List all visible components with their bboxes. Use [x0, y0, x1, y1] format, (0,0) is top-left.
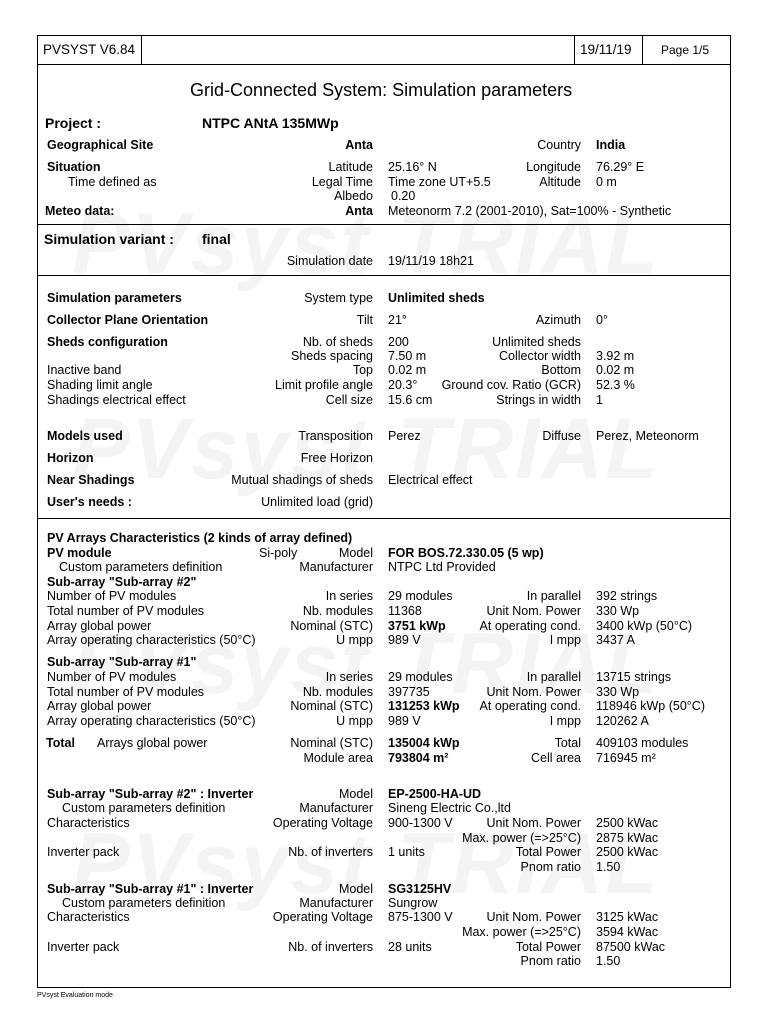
- total-nominal-value: 135004 kWp: [388, 736, 460, 750]
- altitude-value: 0 m: [596, 175, 617, 189]
- nb-modules-value: 11368: [388, 604, 422, 618]
- pnom-ratio-value: 1.50: [596, 954, 621, 968]
- op-voltage-label: Operating Voltage: [272, 910, 373, 924]
- in-parallel-label: In parallel: [526, 670, 581, 684]
- tilt-value: 21°: [388, 313, 407, 327]
- nb-sheds-label: Nb. of sheds: [302, 335, 373, 349]
- collector-width-value: 3.92 m: [596, 349, 635, 363]
- nominal-value: 3751 kWp: [388, 619, 446, 633]
- diffuse-value: Perez, Meteonorm: [596, 429, 699, 443]
- country-value: India: [596, 138, 626, 152]
- collector-width-label: Collector width: [499, 349, 581, 363]
- transposition-label: Transposition: [298, 429, 373, 443]
- nb-inverters-label: Nb. of inverters: [288, 940, 373, 954]
- pv-module-label: PV module: [47, 546, 112, 560]
- horizon-value: Free Horizon: [300, 451, 373, 465]
- inverter-2-title: Sub-array "Sub-array #2" : Inverter: [47, 787, 254, 801]
- geo-value: Anta: [345, 138, 373, 152]
- total-power-value: 2500 kWac: [596, 845, 659, 859]
- total-power-label: Total Power: [515, 940, 581, 954]
- limit-profile-value: 20.3°: [388, 378, 418, 392]
- in-series-value: 29 modules: [388, 670, 453, 684]
- footer-evaluation-mode: PVsyst Evaluation mode: [37, 992, 113, 999]
- inv-unit-power-label: Unit Nom. Power: [486, 910, 581, 924]
- in-series-value: 29 modules: [388, 589, 453, 603]
- nb-pv-label: Number of PV modules: [47, 589, 177, 603]
- pv-arrays-heading: PV Arrays Characteristics (2 kinds of array defined): [47, 531, 353, 545]
- nominal-value: 131253 kWp: [388, 699, 460, 713]
- models-label: Models used: [47, 429, 123, 443]
- inactive-band-label: Inactive band: [47, 363, 122, 377]
- page-cell: [643, 36, 732, 64]
- sheds-spacing-label: Sheds spacing: [290, 349, 373, 363]
- latitude-label: Latitude: [328, 160, 373, 174]
- in-series-label: In series: [325, 589, 373, 603]
- pv-model-value: FOR BOS.72.330.05 (5 wp): [388, 546, 544, 560]
- inv-custom-label: Custom parameters definition: [62, 896, 226, 910]
- nominal-label: Nominal (STC): [290, 619, 373, 633]
- arrays-global-power-label: Arrays global power: [97, 736, 208, 750]
- software-version: PVSYST V6.84: [43, 42, 136, 57]
- umpp-label: U mpp: [336, 714, 373, 728]
- nb-modules-label: Nb. modules: [302, 685, 373, 699]
- meteo-value: Meteonorm 7.2 (2001-2010), Sat=100% - Synthetic: [388, 204, 672, 218]
- sim-params-label: Simulation parameters: [47, 291, 182, 305]
- azimuth-value: 0°: [596, 313, 608, 327]
- software-cell: [38, 36, 142, 64]
- total-modules-value: 409103 modules: [596, 736, 689, 750]
- impp-label: I mpp: [549, 633, 581, 647]
- nb-sheds-value: 200: [388, 335, 409, 349]
- meteo-site: Anta: [345, 204, 373, 218]
- system-type-value: Unlimited sheds: [388, 291, 485, 305]
- nb-modules-value: 397735: [388, 685, 430, 699]
- system-type-label: System type: [304, 291, 373, 305]
- sheds-config-label: Sheds configuration: [47, 335, 168, 349]
- cell-area-value: 716945 m²: [596, 751, 656, 765]
- pv-model-label: Model: [338, 546, 373, 560]
- legal-time-value: Time zone UT+5.5: [388, 175, 491, 189]
- in-parallel-value: 13715 strings: [596, 670, 672, 684]
- meteo-label: Meteo data:: [45, 204, 115, 218]
- page-title: Grid-Connected System: Simulation parameters: [190, 80, 573, 100]
- inv-manufacturer-value: Sungrow: [388, 896, 438, 910]
- legal-time-label: Legal Time: [311, 175, 373, 189]
- op-voltage-value: 875-1300 V: [388, 910, 453, 924]
- inv-model-label: Model: [338, 787, 373, 801]
- variant-name: final: [202, 231, 231, 247]
- unit-power-label: Unit Nom. Power: [486, 685, 581, 699]
- sheds-spacing-value: 7.50 m: [388, 349, 427, 363]
- azimuth-label: Azimuth: [535, 313, 581, 327]
- inverter-pack-label: Inverter pack: [47, 845, 120, 859]
- project-label: Project :: [45, 115, 102, 131]
- inv-manufacturer-value: Sineng Electric Co.,ltd: [388, 801, 511, 815]
- longitude-value: 76.29° E: [596, 160, 645, 174]
- max-power-value: 2875 kWac: [596, 831, 659, 845]
- unit-power-value: 330 Wp: [596, 685, 640, 699]
- limit-profile-label: Limit profile angle: [275, 378, 373, 392]
- sim-date-value: 19/11/19 18h21: [388, 254, 474, 268]
- tilt-label: Tilt: [356, 313, 373, 327]
- module-area-value: 793804 m²: [388, 751, 449, 765]
- op-voltage-label: Operating Voltage: [272, 816, 373, 830]
- strings-width-value: 1: [596, 393, 603, 407]
- inv-model-label: Model: [338, 882, 373, 896]
- strings-width-label: Strings in width: [496, 393, 581, 407]
- op-cond-label: At operating cond.: [479, 619, 581, 633]
- page-number: Page 1/5: [661, 43, 710, 57]
- impp-value: 3437 A: [596, 633, 635, 647]
- near-shadings-value: Mutual shadings of sheds: [231, 473, 373, 487]
- total-modules-label: Total: [554, 736, 581, 750]
- nb-pv-label: Number of PV modules: [47, 670, 177, 684]
- inv-characteristics-label: Characteristics: [47, 910, 130, 924]
- max-power-label: Max. power (=>25°C): [462, 925, 581, 939]
- impp-value: 120262 A: [596, 714, 649, 728]
- inv-unit-power-value: 3125 kWac: [596, 910, 659, 924]
- pnom-ratio-value: 1.50: [596, 860, 621, 874]
- nb-modules-label: Nb. modules: [302, 604, 373, 618]
- report-date: 19/11/19: [580, 42, 632, 57]
- module-area-label: Module area: [303, 751, 373, 765]
- top-label: Top: [352, 363, 373, 377]
- electrical-effect-label: Shadings electrical effect: [47, 393, 186, 407]
- header-spacer: [142, 36, 575, 64]
- inv-characteristics-label: Characteristics: [47, 816, 130, 830]
- situation-label: Situation: [47, 160, 101, 174]
- total-label: Total: [46, 736, 75, 750]
- inverter-1-title: Sub-array "Sub-array #1" : Inverter: [47, 882, 254, 896]
- op-cond-value: 118946 kWp (50°C): [596, 699, 705, 713]
- total-nb-label: Total number of PV modules: [47, 685, 205, 699]
- near-shadings-label: Near Shadings: [47, 473, 135, 487]
- pv-manufacturer-value: NTPC Ltd Provided: [388, 560, 496, 574]
- unit-power-value: 330 Wp: [596, 604, 640, 618]
- inv-model-value: SG3125HV: [388, 882, 452, 896]
- unit-power-label: Unit Nom. Power: [486, 604, 581, 618]
- pv-manufacturer-label: Manufacturer: [299, 560, 373, 574]
- nominal-label: Nominal (STC): [290, 699, 373, 713]
- total-power-value: 87500 kWac: [596, 940, 666, 954]
- in-parallel-label: In parallel: [526, 589, 581, 603]
- divider: [38, 224, 730, 225]
- unlimited-sheds-text: Unlimited sheds: [492, 335, 581, 349]
- inverter-pack-label: Inverter pack: [47, 940, 120, 954]
- op-voltage-value: 900-1300 V: [388, 816, 453, 830]
- bottom-label: Bottom: [541, 363, 581, 377]
- needs-label: User's needs :: [47, 495, 132, 509]
- max-power-value: 3594 kWac: [596, 925, 659, 939]
- global-power-label: Array global power: [47, 699, 152, 713]
- op-char-label: Array operating characteristics (50°C): [47, 714, 256, 728]
- inv-manufacturer-label: Manufacturer: [299, 896, 373, 910]
- shading-limit-label: Shading limit angle: [47, 378, 153, 392]
- cell-area-label: Cell area: [530, 751, 581, 765]
- nb-inverters-value: 1 units: [388, 845, 425, 859]
- umpp-label: U mpp: [336, 633, 373, 647]
- op-cond-value: 3400 kWp (50°C): [596, 619, 693, 633]
- in-parallel-value: 392 strings: [596, 589, 658, 603]
- inv-manufacturer-label: Manufacturer: [299, 801, 373, 815]
- geo-label: Geographical Site: [47, 138, 154, 152]
- near-shadings-effect: Electrical effect: [388, 473, 473, 487]
- umpp-value: 989 V: [388, 714, 421, 728]
- top-value: 0.02 m: [388, 363, 427, 377]
- divider: [38, 518, 730, 519]
- inv-custom-label: Custom parameters definition: [62, 801, 226, 815]
- gcr-value: 52.3 %: [596, 378, 635, 392]
- inv-unit-power-label: Unit Nom. Power: [486, 816, 581, 830]
- latitude-value: 25.16° N: [388, 160, 437, 174]
- in-series-label: In series: [325, 670, 373, 684]
- variant-label: Simulation variant :: [44, 231, 174, 247]
- nb-inverters-label: Nb. of inverters: [288, 845, 373, 859]
- pv-module-tech: Si-poly: [259, 546, 298, 560]
- transposition-value: Perez: [388, 429, 421, 443]
- divider: [38, 275, 730, 276]
- total-nominal-label: Nominal (STC): [290, 736, 373, 750]
- inv-model-value: EP-2500-HA-UD: [388, 787, 482, 801]
- op-cond-label: At operating cond.: [479, 699, 581, 713]
- total-nb-label: Total number of PV modules: [47, 604, 205, 618]
- total-power-label: Total Power: [515, 845, 581, 859]
- cell-size-label: Cell size: [325, 393, 373, 407]
- albedo-value: 0.20: [391, 189, 416, 203]
- pnom-ratio-label: Pnom ratio: [520, 860, 581, 874]
- global-power-label: Array global power: [47, 619, 152, 633]
- pnom-ratio-label: Pnom ratio: [520, 954, 581, 968]
- time-label: Time defined as: [68, 175, 157, 189]
- report-page: [37, 35, 731, 988]
- impp-label: I mpp: [549, 714, 581, 728]
- country-label: Country: [537, 138, 581, 152]
- sub-array-2-title: Sub-array "Sub-array #2": [47, 575, 197, 589]
- inv-unit-power-value: 2500 kWac: [596, 816, 659, 830]
- horizon-label: Horizon: [47, 451, 94, 465]
- sim-date-label: Simulation date: [286, 254, 373, 268]
- project-name: NTPC ANtA 135MWp: [202, 115, 339, 131]
- orientation-label: Collector Plane Orientation: [47, 313, 209, 327]
- longitude-label: Longitude: [526, 160, 581, 174]
- diffuse-label: Diffuse: [542, 429, 581, 443]
- report-header: [38, 36, 730, 65]
- op-char-label: Array operating characteristics (50°C): [47, 633, 256, 647]
- cell-size-value: 15.6 cm: [388, 393, 433, 407]
- gcr-label: Ground cov. Ratio (GCR): [441, 378, 581, 392]
- bottom-value: 0.02 m: [596, 363, 635, 377]
- pv-custom-label: Custom parameters definition: [59, 560, 223, 574]
- needs-value: Unlimited load (grid): [261, 495, 373, 509]
- nb-inverters-value: 28 units: [388, 940, 432, 954]
- altitude-label: Altitude: [539, 175, 581, 189]
- sub-array-1-title: Sub-array "Sub-array #1": [47, 655, 197, 669]
- umpp-value: 989 V: [388, 633, 421, 647]
- max-power-label: Max. power (=>25°C): [462, 831, 581, 845]
- date-cell: [575, 36, 643, 64]
- albedo-label: Albedo: [334, 189, 373, 203]
